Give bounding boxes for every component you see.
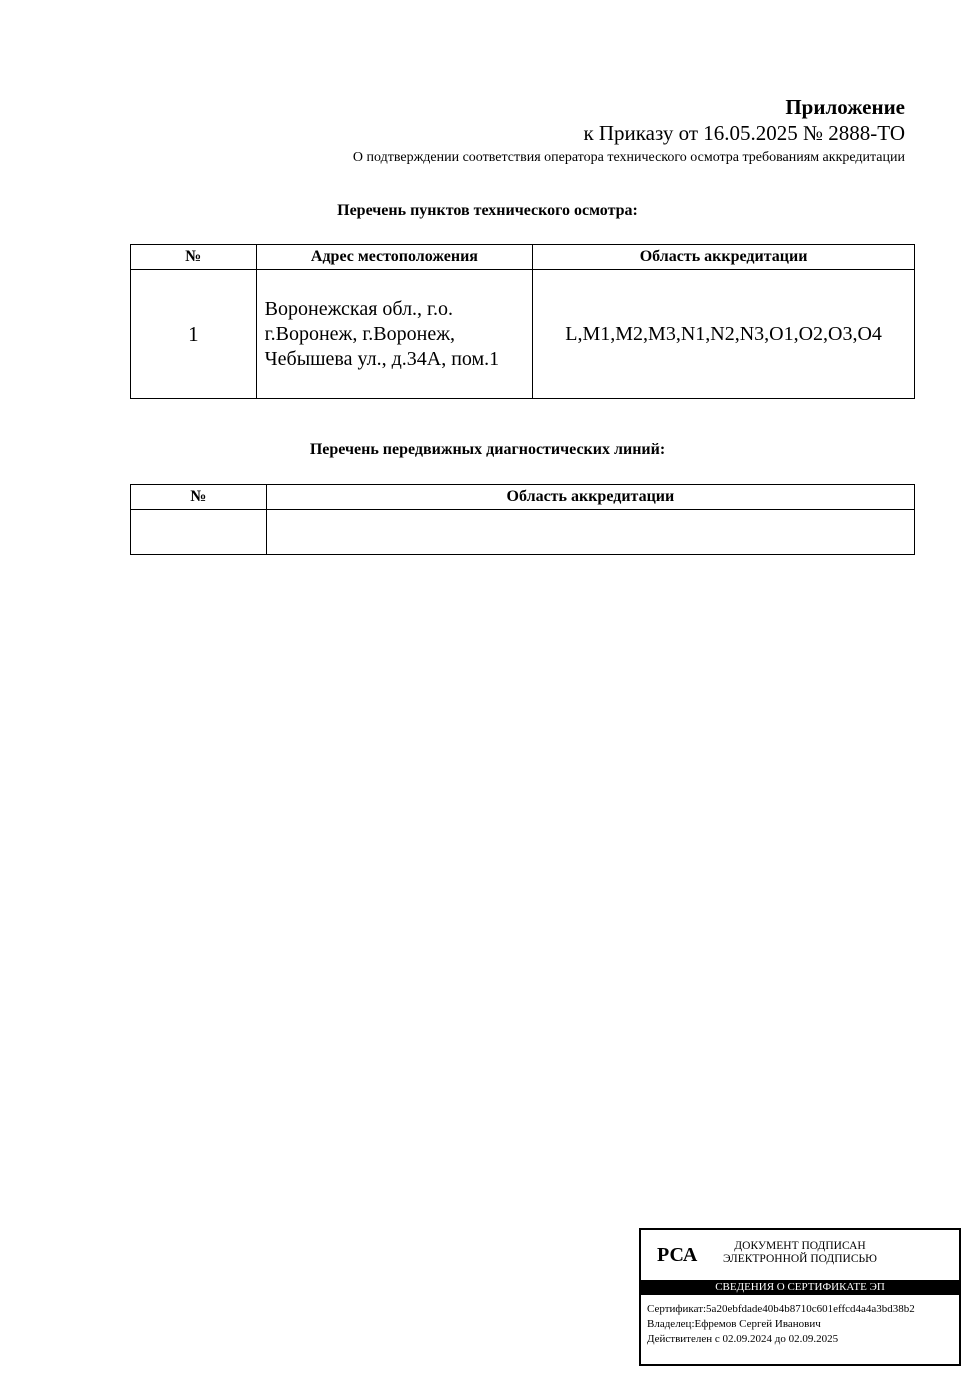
table-row xyxy=(131,270,915,399)
mobile-lines-title: Перечень передвижных диагностических линий: xyxy=(309,441,666,458)
column-header-address: Адрес местоположения xyxy=(256,245,533,270)
table-header-row xyxy=(131,485,915,510)
certificate-info-bar: СВЕДЕНИЯ О СЕРТИФИКАТЕ ЭП xyxy=(641,1280,959,1295)
signed-notice xyxy=(715,1240,885,1266)
inspection-points-title: Перечень пунктов технического осмотра: xyxy=(337,202,638,219)
row-scope: L,M1,M2,M3,N1,N2,N3,O1,O2,O3,O4 xyxy=(533,270,915,399)
document-header xyxy=(353,94,905,168)
empty-cell xyxy=(131,510,267,555)
mobile-lines-table xyxy=(130,484,915,555)
column-header-number: № xyxy=(131,485,267,510)
row-number: 1 xyxy=(131,270,257,399)
signed-line-2: ЭЛЕКТРОННОЙ ПОДПИСЬЮ xyxy=(723,1253,877,1265)
row-address: Воронежская обл., г.о. г.Воронеж, г.Воронеж, Чебышева ул., д.34А, пом.1 xyxy=(256,270,533,399)
certificate-validity: Действителен с 02.09.2024 до 02.09.2025 xyxy=(647,1333,839,1345)
signed-line-1: ДОКУМЕНТ ПОДПИСАН xyxy=(734,1240,866,1252)
certificate-details xyxy=(647,1302,915,1347)
electronic-signature-stamp xyxy=(639,1228,961,1366)
table-row-empty xyxy=(131,510,915,555)
column-header-scope: Область аккредитации xyxy=(533,245,915,270)
certificate-owner: Владелец:Ефремов Сергей Иванович xyxy=(647,1318,821,1330)
appendix-title: Приложение xyxy=(785,95,905,119)
empty-cell xyxy=(266,510,914,555)
order-subject: О подтверждении соответствия оператора технического осмотра требованиям аккредитации xyxy=(352,150,905,165)
certificate-id: Сертификат:5a20ebfdade40b4b8710c601effcd4a4a3bd38b2 xyxy=(647,1303,915,1315)
order-reference: к Приказу от 16.05.2025 № 2888-ТО xyxy=(583,121,905,145)
inspection-points-table xyxy=(130,244,915,399)
table-header-row xyxy=(131,245,915,270)
rsa-logo: РСА xyxy=(657,1244,698,1266)
column-header-number: № xyxy=(131,245,257,270)
column-header-scope: Область аккредитации xyxy=(266,485,914,510)
